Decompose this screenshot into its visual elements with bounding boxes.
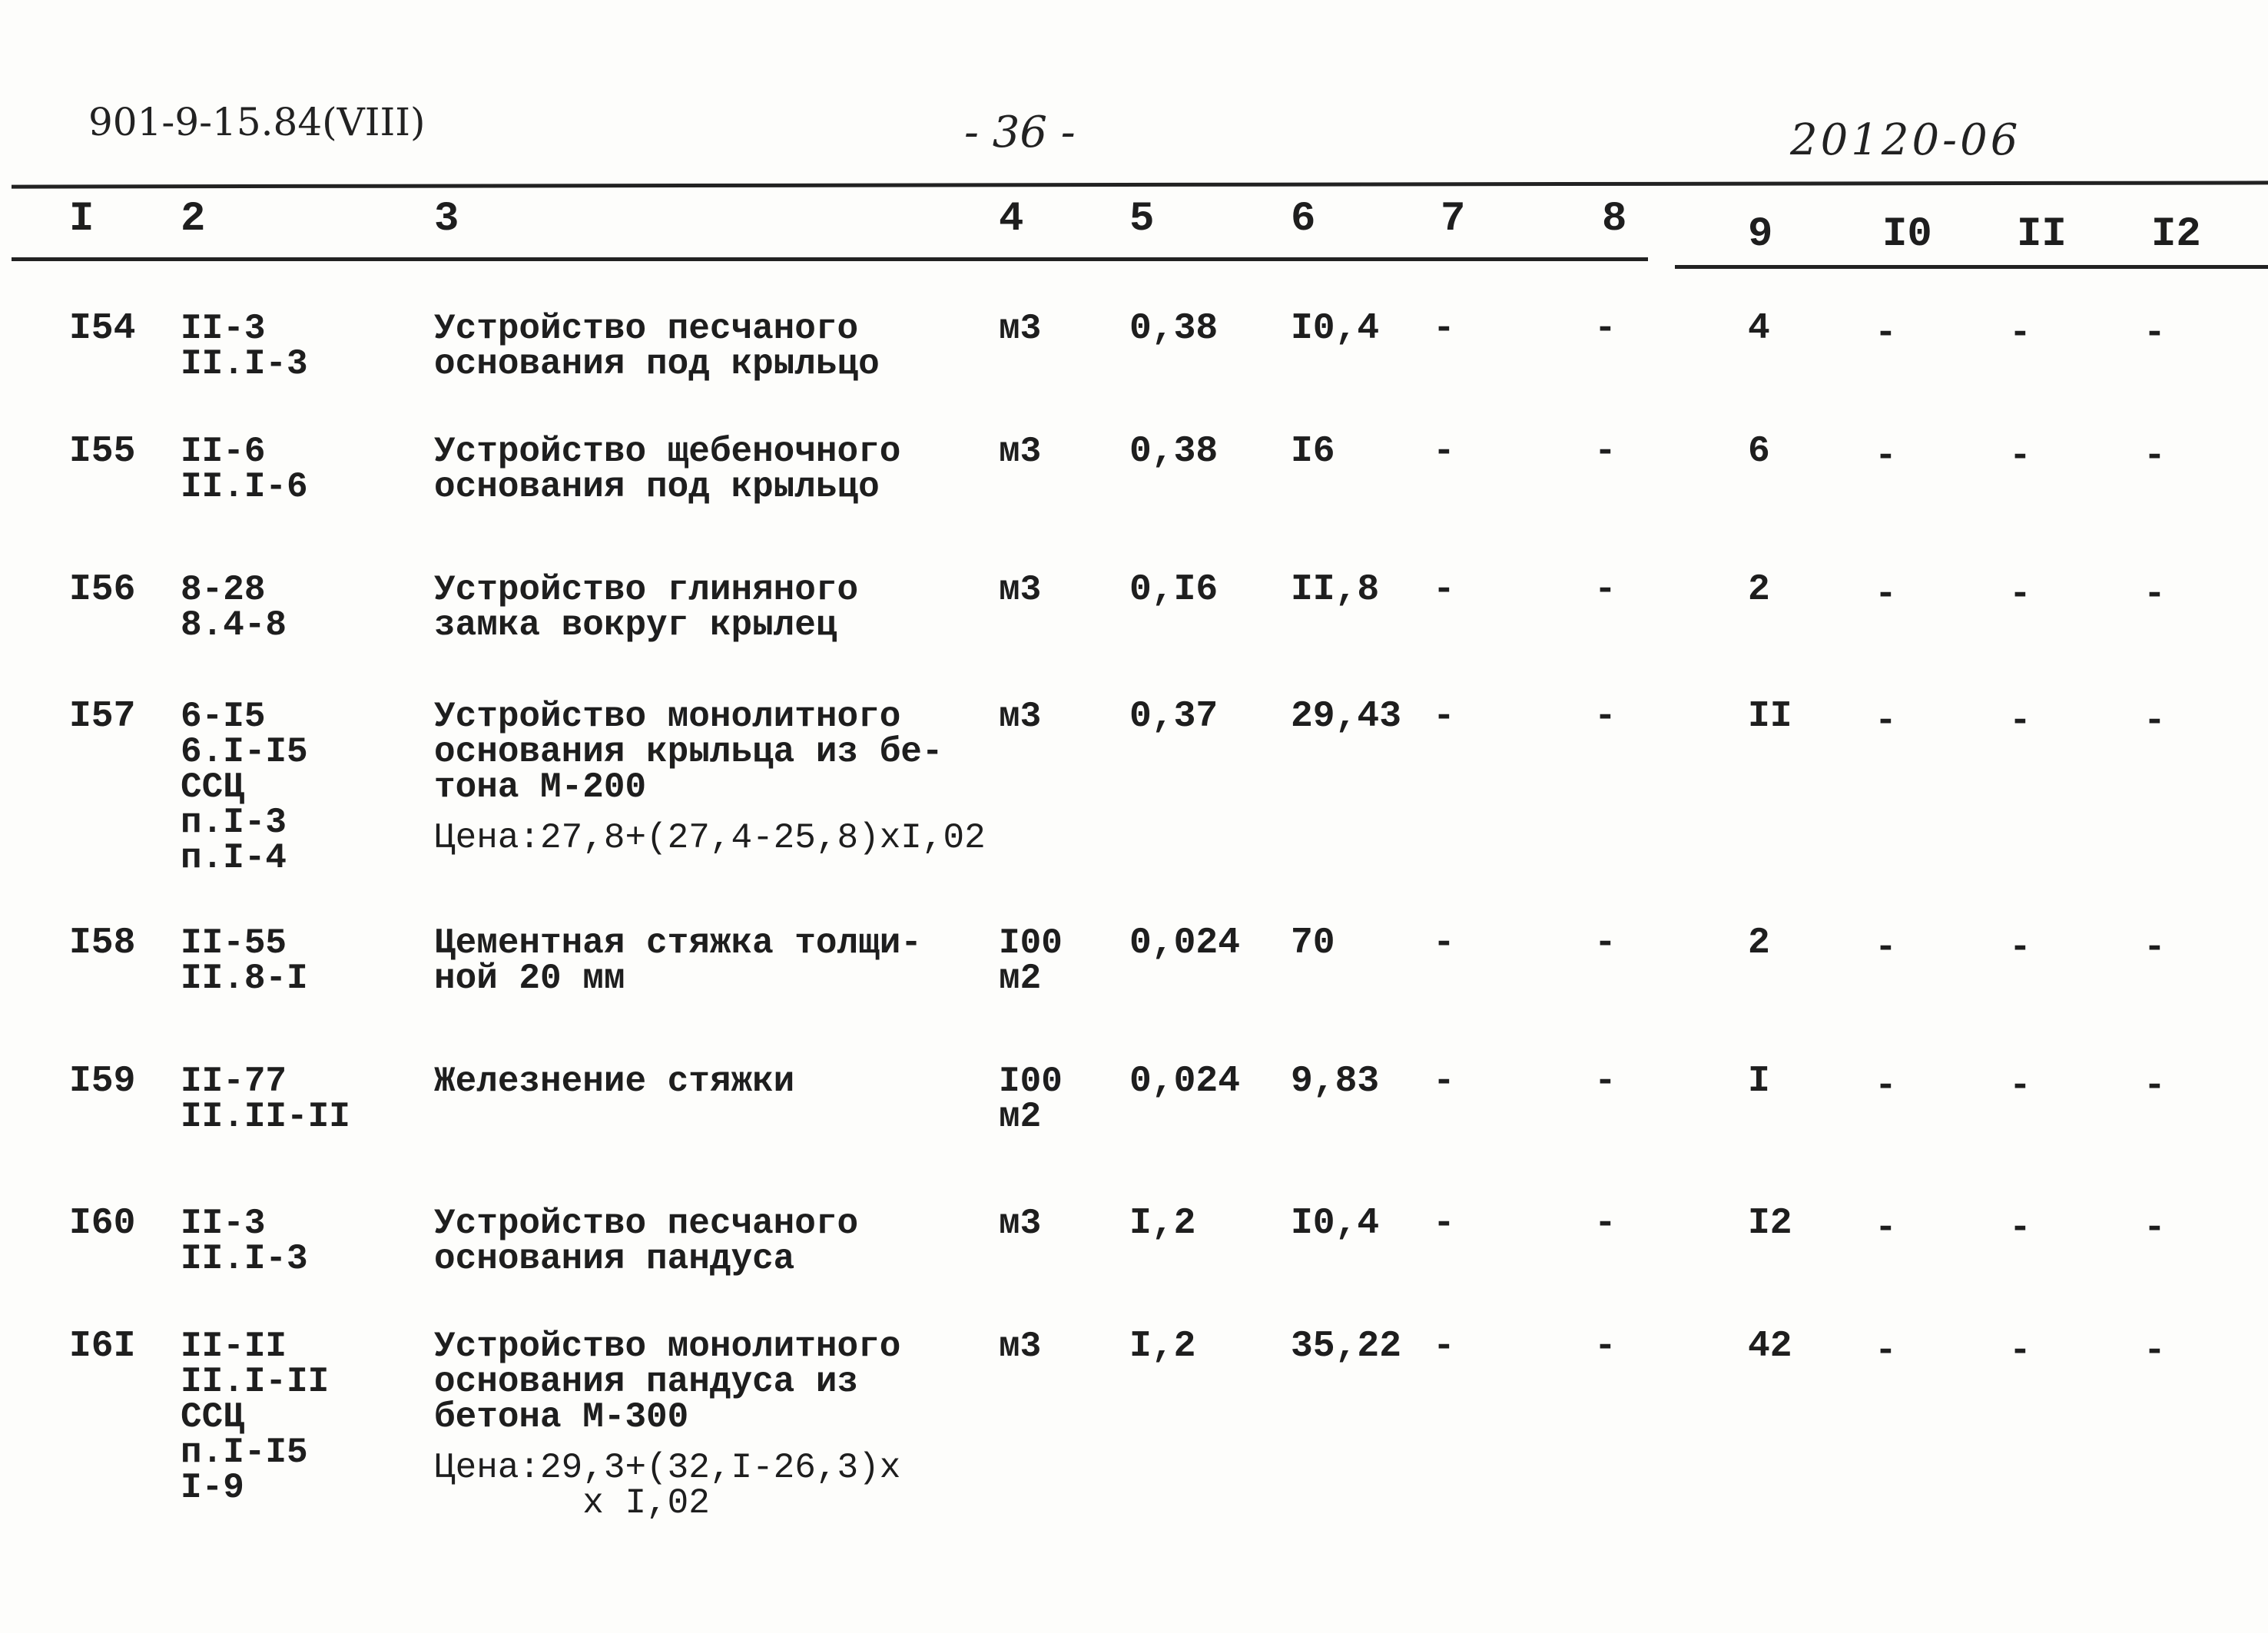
cell-col-9: 6	[1748, 431, 1770, 472]
cell-col-9: II	[1748, 696, 1792, 737]
cell-col-7: -	[1433, 1203, 1455, 1244]
work-description-line: Устройство песчаного	[434, 309, 859, 349]
document-code: 901-9-15.84(VIII)	[88, 100, 426, 144]
cell-col-10: -	[1875, 436, 1897, 477]
column-header-11: II	[2017, 211, 2067, 258]
cell-col-11: -	[2009, 1330, 2031, 1372]
unit-line: м3	[999, 570, 1042, 610]
work-description-line: тона М-200	[434, 767, 647, 807]
norm-codes-line: 8-28	[181, 570, 266, 610]
norm-codes-line: II-II	[181, 1327, 287, 1366]
norm-codes-line: I-9	[181, 1468, 244, 1508]
price-formula-line: Цена:29,3+(32,I-26,3)х	[434, 1448, 901, 1488]
quantity: 0,024	[1129, 1061, 1241, 1102]
price-formula	[434, 820, 986, 856]
work-description-line: ной 20 мм	[434, 959, 625, 999]
work-description-line: замка вокруг крылец	[434, 605, 837, 645]
work-description-line: Устройство песчаного	[434, 1204, 859, 1244]
cell-col-11: -	[2009, 927, 2031, 969]
work-description-line: основания пандуса	[434, 1239, 795, 1279]
unit-rate: I0,4	[1291, 308, 1380, 349]
row-number: I60	[69, 1203, 136, 1244]
work-description-line: Железнение стяжки	[434, 1062, 795, 1101]
column-header-8: 8	[1602, 196, 1627, 243]
unit-line: м3	[999, 1327, 1042, 1366]
unit	[999, 432, 1042, 472]
norm-codes-line: п.I-I5	[181, 1433, 308, 1472]
work-description-line: Устройство монолитного	[434, 1327, 901, 1366]
page-number: - 36 -	[964, 108, 1076, 157]
unit-rate: 35,22	[1291, 1326, 1402, 1367]
row-number: I58	[69, 922, 136, 964]
column-header-7: 7	[1441, 196, 1466, 243]
cell-col-7: -	[1433, 431, 1455, 472]
work-description-line: основания под крыльцо	[434, 344, 880, 384]
cell-col-7: -	[1433, 569, 1455, 611]
cell-col-9: 2	[1748, 569, 1770, 611]
unit-line: м3	[999, 1204, 1042, 1244]
cell-col-12: -	[2144, 1330, 2166, 1372]
cell-col-9: 4	[1748, 308, 1770, 349]
document-number: 20120-06	[1790, 115, 2021, 165]
norm-codes-line: II-55	[181, 923, 287, 963]
norm-codes-line: II.I-3	[181, 344, 308, 384]
cell-col-11: -	[2009, 436, 2031, 477]
cell-col-12: -	[2144, 927, 2166, 969]
work-description-line: основания под крыльцо	[434, 467, 880, 507]
unit	[999, 309, 1042, 349]
norm-codes-line: 6-I5	[181, 697, 266, 737]
cell-col-8: -	[1594, 922, 1616, 964]
cell-col-12: -	[2144, 701, 2166, 742]
norm-codes-line: II-3	[181, 1204, 266, 1244]
work-description-line: основания крыльца из бе-	[434, 732, 943, 772]
work-description-line: Устройство монолитного	[434, 697, 901, 737]
norm-codes-line: 6.I-I5	[181, 732, 308, 772]
column-header-10: I0	[1882, 211, 1932, 258]
row-number: I6I	[69, 1326, 136, 1367]
quantity: 0,38	[1129, 308, 1219, 349]
work-description-line: Устройство щебеночного	[434, 432, 901, 472]
norm-codes	[181, 311, 308, 382]
price-formula	[434, 1450, 900, 1521]
work-description	[434, 1329, 900, 1521]
column-header-5: 5	[1129, 196, 1155, 243]
norm-codes-line: ССЦ	[181, 1397, 244, 1437]
row-number: I55	[69, 431, 136, 472]
work-description	[434, 1206, 858, 1277]
unit-rate: I6	[1291, 431, 1335, 472]
column-header-1: I	[69, 196, 94, 243]
unit	[999, 697, 1042, 737]
cell-col-10: -	[1875, 313, 1897, 354]
column-header-3: 3	[434, 196, 459, 243]
unit-rate: II,8	[1291, 569, 1380, 611]
unit-line: м3	[999, 697, 1042, 737]
cell-col-10: -	[1875, 701, 1897, 742]
cell-col-12: -	[2144, 436, 2166, 477]
norm-codes	[181, 699, 308, 876]
cell-col-12: -	[2144, 574, 2166, 615]
quantity: I,2	[1129, 1203, 1196, 1244]
unit	[999, 1204, 1042, 1244]
cell-col-7: -	[1433, 922, 1455, 964]
column-header-12: I2	[2151, 211, 2201, 258]
work-description	[434, 311, 880, 382]
unit	[999, 1329, 1041, 1364]
norm-codes	[181, 1062, 350, 1137]
quantity: 0,37	[1129, 696, 1219, 737]
cell-col-11: -	[2009, 701, 2031, 742]
work-description-line: Устройство глиняного	[434, 570, 859, 610]
quantity: 0,024	[1129, 922, 1241, 964]
cell-col-11: -	[2009, 313, 2031, 354]
unit-line: м2	[999, 1097, 1042, 1137]
column-header-9: 9	[1748, 211, 1773, 258]
norm-codes-line: II.8-I	[181, 959, 308, 999]
work-description	[434, 572, 858, 643]
work-description	[434, 699, 986, 856]
unit-line: м2	[999, 959, 1042, 999]
norm-codes-line: п.I-3	[181, 803, 287, 843]
row-number: I54	[69, 308, 136, 349]
unit	[999, 1062, 1063, 1137]
cell-col-9: I	[1748, 1061, 1770, 1102]
cell-col-9: 2	[1748, 922, 1770, 964]
norm-codes-line: II.I-II	[181, 1362, 330, 1402]
header-bottom-rule	[12, 257, 1648, 261]
cell-col-8: -	[1594, 1203, 1616, 1244]
norm-codes-line: II-3	[181, 309, 266, 349]
cell-col-11: -	[2009, 1207, 2031, 1249]
cell-col-12: -	[2144, 1065, 2166, 1107]
quantity: 0,I6	[1129, 569, 1219, 611]
unit-line: I00	[999, 923, 1063, 963]
cell-col-10: -	[1875, 927, 1897, 969]
cell-col-7: -	[1433, 308, 1455, 349]
norm-codes-line: п.I-4	[181, 838, 287, 878]
cell-col-7: -	[1433, 1326, 1455, 1367]
price-formula-line: Цена:27,8+(27,4-25,8)хI,02	[434, 818, 986, 858]
unit	[999, 572, 1041, 608]
norm-codes-line: ССЦ	[181, 767, 244, 807]
unit-line: I00	[999, 1062, 1063, 1101]
price-formula-line: х I,02	[434, 1483, 710, 1523]
unit-rate: I0,4	[1291, 1203, 1380, 1244]
cell-col-11: -	[2009, 1065, 2031, 1107]
unit-rate: 70	[1291, 922, 1335, 964]
norm-codes	[181, 1327, 330, 1508]
cell-col-8: -	[1594, 431, 1616, 472]
cell-col-10: -	[1875, 1065, 1897, 1107]
cell-col-12: -	[2144, 313, 2166, 354]
unit-rate: 29,43	[1291, 696, 1402, 737]
work-description	[434, 1064, 794, 1099]
cell-col-7: -	[1433, 696, 1455, 737]
cell-col-10: -	[1875, 1330, 1897, 1372]
unit-rate: 9,83	[1291, 1061, 1380, 1102]
cell-col-7: -	[1433, 1061, 1455, 1102]
row-number: I59	[69, 1061, 136, 1102]
cell-col-10: -	[1875, 1207, 1897, 1249]
norm-codes-line: II.II-II	[181, 1097, 350, 1137]
column-header-6: 6	[1291, 196, 1316, 243]
work-description	[434, 923, 922, 999]
norm-codes	[181, 923, 308, 999]
column-header-4: 4	[999, 196, 1024, 243]
cell-col-11: -	[2009, 574, 2031, 615]
work-description-line: бетона М-300	[434, 1397, 689, 1437]
cell-col-10: -	[1875, 574, 1897, 615]
norm-codes	[181, 434, 308, 505]
row-number: I56	[69, 569, 136, 611]
cell-col-8: -	[1594, 1326, 1616, 1367]
column-header-2: 2	[181, 196, 206, 243]
norm-codes-line: II-6	[181, 432, 266, 472]
cell-col-8: -	[1594, 1061, 1616, 1102]
cell-col-8: -	[1594, 569, 1616, 611]
work-description	[434, 434, 900, 505]
norm-codes	[181, 572, 287, 643]
norm-codes-line: 8.4-8	[181, 605, 287, 645]
unit	[999, 923, 1063, 999]
row-number: I57	[69, 696, 136, 737]
cell-col-9: I2	[1748, 1203, 1792, 1244]
norm-codes-line: II.I-3	[181, 1239, 308, 1279]
quantity: I,2	[1129, 1326, 1196, 1367]
cell-col-9: 42	[1748, 1326, 1792, 1367]
unit-line: м3	[999, 309, 1042, 349]
table-top-rule	[12, 181, 2268, 188]
unit-line: м3	[999, 432, 1042, 472]
work-description-line: Цементная стяжка толщи-	[434, 923, 922, 963]
work-description-line: основания пандуса из	[434, 1362, 859, 1402]
header-bottom-rule-right	[1675, 265, 2268, 269]
norm-codes	[181, 1206, 308, 1277]
cell-col-8: -	[1594, 696, 1616, 737]
norm-codes-line: II-77	[181, 1062, 287, 1101]
cell-col-12: -	[2144, 1207, 2166, 1249]
quantity: 0,38	[1129, 431, 1219, 472]
norm-codes-line: II.I-6	[181, 467, 308, 507]
cell-col-8: -	[1594, 308, 1616, 349]
